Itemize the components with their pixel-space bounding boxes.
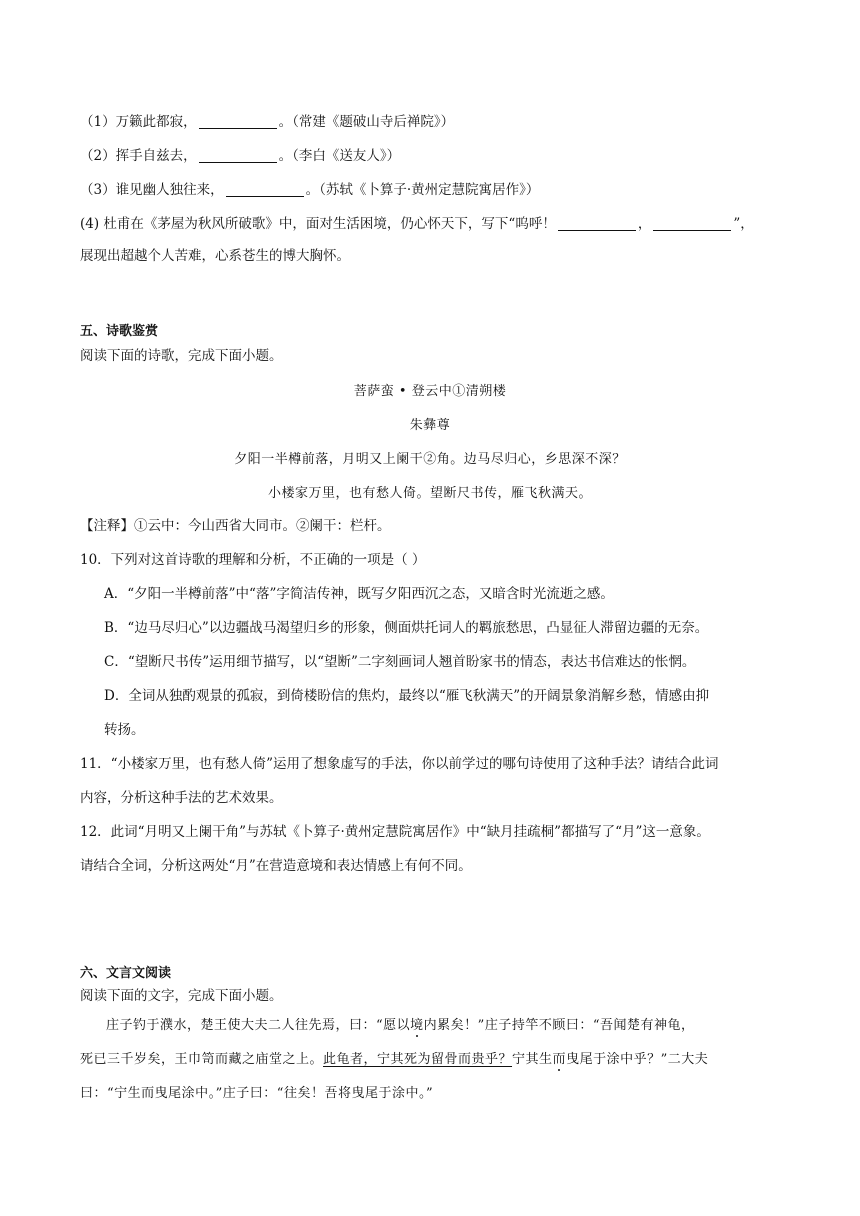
poem-line-1: 夕阳一半樽前落，月明又上阑干②角。边马尽归心，乡思深不深？	[234, 452, 626, 467]
option-a[interactable]: A．“夕阳一半樽前落”中“落”字简洁传神，既写夕阳西沉之态，又暗含时光流逝之感。	[104, 586, 614, 602]
section-title-classical: 六、文言文阅读	[80, 966, 172, 981]
fill-q4-line2: 展现出超越个人苦难，心系苍生的博大胸怀。	[80, 248, 350, 264]
poem-note: 【注释】①云中：今山西省大同市。②阑干：栏杆。	[80, 518, 391, 534]
answer-blank[interactable]	[199, 114, 277, 129]
question-10: 10．下列对这首诗歌的理解和分析，不正确的一项是（ ）	[80, 552, 426, 568]
option-d[interactable]: D．全词从独酌观景的孤寂，到倚楼盼信的焦灼，最终以“雁飞秋满天”的开阔景象消解乡愁，情感由抑	[104, 688, 710, 704]
fill-question-3	[80, 180, 539, 200]
fill-q1-source: 。（常建《题破山寺后禅院》）	[278, 114, 455, 130]
question-12-line2: 请结合全词，分析这两处“月”在营造意境和表达情感上有何不同。	[80, 858, 472, 874]
section-title-poetry: 五、诗歌鉴赏	[80, 324, 159, 339]
classical-text-line-3: 曰：“宁生而曳尾涂中。”庄子曰：“往矣！吾将曳尾于涂中。”	[80, 1086, 434, 1101]
option-d-continued: 转扬。	[104, 722, 145, 738]
underlined-sentence: 此龟者，宁其死为留骨而贵乎？	[323, 1052, 513, 1067]
fill-q4-comma: ，	[637, 216, 652, 232]
question-11-line2: 内容，分析这种手法的艺术效果。	[80, 790, 283, 806]
question-11: 11．“小楼家万里，也有愁人倚”运用了想象虚写的手法，你以前学过的哪句诗使用了这种手法？请结合此词	[80, 756, 719, 772]
answer-blank[interactable]	[199, 148, 277, 163]
fill-q2-text: （2）挥手自兹去，	[80, 148, 197, 164]
section-intro: 阅读下面的诗歌，完成下面小题。	[80, 348, 283, 364]
classical-text-line-2	[80, 1050, 708, 1070]
text-segment: 宁其生	[512, 1052, 553, 1067]
fill-q4-close: ”，	[733, 216, 754, 232]
dotted-character: 而	[552, 1052, 567, 1067]
text-segment: 死已三千岁矣，王巾笥而藏之庙堂之上。	[80, 1052, 324, 1067]
fill-question-1	[80, 112, 454, 132]
text-segment: 庄子钓于濮水，楚王使大夫二人往先焉，曰：“愿以	[106, 1018, 411, 1033]
text-segment: 曳尾于涂中乎？”二大夫	[566, 1052, 709, 1067]
option-b[interactable]: B．“边马尽归心”以边疆战马渴望归乡的形象，侧面烘托词人的羁旅愁思，凸显征人滞留边疆的无奈。	[104, 620, 709, 636]
fill-q2-source: 。（李白《送友人》）	[278, 148, 401, 164]
answer-blank[interactable]	[558, 216, 636, 231]
classical-text-line-1	[106, 1016, 694, 1036]
text-segment: 内累矣！”庄子持竿不顾曰：“吾闻楚有神龟，	[423, 1018, 695, 1033]
fill-question-2	[80, 146, 400, 166]
answer-blank[interactable]	[226, 182, 304, 197]
poem-author: 朱彝尊	[409, 418, 451, 433]
option-c[interactable]: C．“望断尺书传”运用细节描写，以“望断”二字刻画词人翘首盼家书的情态，表达书信难达的怅惘。	[104, 654, 696, 670]
dotted-character: 境	[410, 1018, 424, 1033]
fill-q4-text: (4) 杜甫在《茅屋为秋风所破歌》中，面对生活困境，仍心怀天下，写下“呜呼！	[80, 216, 556, 232]
fill-q1-text: （1）万籁此都寂，	[80, 114, 197, 130]
fill-q3-text: （3）谁见幽人独往来，	[80, 182, 224, 198]
poem-line-2: 小楼家万里，也有愁人倚。望断尺书传，雁飞秋满天。	[267, 486, 592, 501]
poem-title: 菩萨蛮 • 登云中①清朔楼	[353, 384, 507, 399]
question-12: 12．此词“月明又上阑干角”与苏轼《卜算子·黄州定慧院寓居作》中“缺月挂疏桐”都描写了“月”这一意象。	[80, 824, 710, 840]
section6-intro: 阅读下面的文字，完成下面小题。	[80, 988, 283, 1004]
fill-q3-source: 。（苏轼《卜算子·黄州定慧院寓居作》）	[305, 182, 540, 198]
fill-question-4	[80, 214, 754, 234]
answer-blank[interactable]	[653, 216, 731, 231]
